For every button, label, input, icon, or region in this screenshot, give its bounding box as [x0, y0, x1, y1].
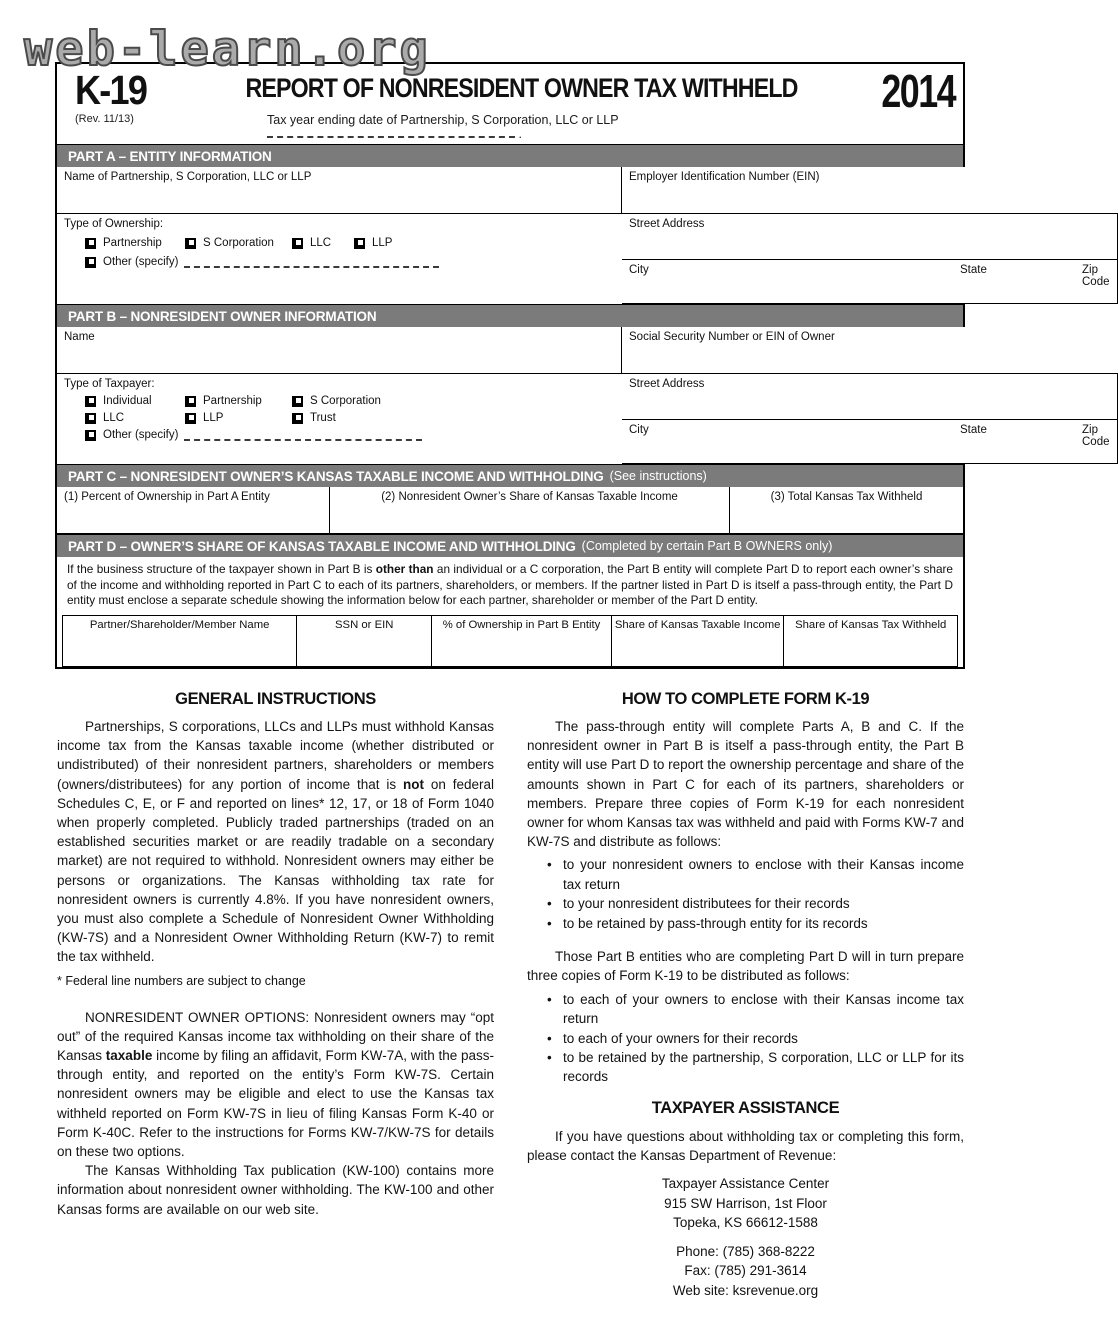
form-k19: [55, 62, 1110, 669]
form-revision: (Rev. 11/13): [75, 113, 134, 125]
form-year-block: [851, 64, 963, 144]
checkbox-other-ownership[interactable]: [85, 256, 178, 268]
entity-ein-field[interactable]: [622, 167, 1118, 214]
phone-line: Phone: (785) 368-8222: [676, 1243, 815, 1259]
checkbox-label: LLC: [103, 412, 125, 424]
checkbox-partnership-b[interactable]: [185, 395, 292, 407]
owner-share-income-field[interactable]: [330, 487, 730, 534]
checkbox-icon[interactable]: [292, 413, 303, 424]
instructions-section: [57, 690, 965, 1300]
checkbox-label: LLP: [372, 237, 393, 249]
address-line: Taxpayer Assistance Center: [661, 1176, 830, 1192]
partd-col-percent[interactable]: % of Ownership in Part B Entity: [432, 616, 612, 666]
tax-year-period: .: [518, 127, 522, 142]
ownership-type-cell: [57, 214, 622, 304]
entity-ein-label: Employer Identification Number (EIN): [629, 171, 820, 183]
part-d-title: PART D – OWNER’S SHARE OF KANSAS TAXABLE INCOME AND WITHHOLDING: [68, 538, 576, 554]
part-c-note: (See instructions): [609, 469, 707, 483]
assistance-contact-block: [527, 1242, 964, 1301]
assistance-address-block: [527, 1174, 964, 1233]
entity-name-field[interactable]: [57, 167, 622, 214]
part-b-header-bar: [57, 304, 963, 327]
checkbox-s-corporation-b[interactable]: [292, 395, 381, 407]
form-number: K-19: [75, 67, 147, 113]
distribution-list-1: [527, 855, 964, 933]
partd-col-ssn[interactable]: SSN or EIN: [297, 616, 432, 666]
form-title: REPORT OF NONRESIDENT OWNER TAX WITHHELD: [245, 73, 798, 103]
taxpayer-assistance-title: TAXPAYER ASSISTANCE: [651, 1098, 840, 1117]
gi-p2-bold: taxable: [105, 1048, 153, 1064]
owner-name-field[interactable]: [57, 327, 622, 374]
gi-p2-text: income by filing an affidavit, Form KW-7A, with the pass-through entity, and reported on the entity’s Form KW-7S. Certain nonresident owners may be eligible and elect to use the Kansas tax withheld reported on Form KW-7S in lieu of filing Kansas Form K-40 or Form K-40C. Refer to the instructions for Forms KW-7/KW-7S for details on these two options.: [57, 1048, 495, 1160]
checkbox-s-corporation[interactable]: [185, 237, 292, 249]
checkbox-label: Individual: [103, 395, 152, 407]
checkbox-label: Other (specify): [103, 429, 179, 441]
owner-street-field[interactable]: [622, 374, 1118, 420]
part-c-title: PART C – NONRESIDENT OWNER’S KANSAS TAXABLE INCOME AND WITHHOLDING: [68, 468, 604, 484]
owner-share-income-label: (2) Nonresident Owner’s Share of Kansas Taxable Income: [381, 491, 678, 503]
watermark: web-learn.org: [24, 22, 431, 77]
checkbox-partnership[interactable]: [85, 237, 185, 249]
ownership-options-row: [64, 237, 615, 249]
checkbox-label: Trust: [310, 412, 336, 424]
checkbox-icon[interactable]: [185, 396, 196, 407]
checkbox-label: Partnership: [103, 237, 162, 249]
htc-paragraph-1: The pass-through entity will complete Parts A, B and C. If the nonresident owner in Part B is itself a pass-through entity, the Part B entity will use Part D to report the ownership percentage and share of the amounts shown in Part C for each of its partners, shareholders or members. Prepare three copies of Form K-19 for each nonresident owner for whom Kansas tax was withheld and paid with Forms KW-7 and KW-7S and distribute as follows:: [527, 719, 964, 850]
part-b-title: PART B – NONRESIDENT OWNER INFORMATION: [68, 308, 377, 324]
checkbox-icon[interactable]: [292, 238, 303, 249]
checkbox-llp[interactable]: [354, 237, 392, 249]
checkbox-icon[interactable]: [85, 257, 96, 268]
taxpayer-options-row-2: [64, 412, 615, 424]
checkbox-label: S Corporation: [203, 237, 274, 249]
website-line: Web site: ksrevenue.org: [672, 1282, 819, 1298]
percent-ownership-field[interactable]: [57, 487, 330, 534]
part-b-grid: [57, 327, 1110, 464]
address-line: Topeka, KS 66612-1588: [673, 1215, 818, 1231]
part-d-table: [62, 615, 958, 667]
total-tax-withheld-field[interactable]: [730, 487, 963, 534]
part-d-intro-text: an individual or a C corporation, the Part B entity will complete Part D to report each owner’s share of the income and withholding reported in Part C to each of its partners, shareholders, or members. If the partner listed in Part D is itself a pass-through entity, the Part D entity must enclose a separate schedule showing the information below for each partner, shareholder or member of the Part D entity.: [67, 562, 953, 607]
tax-year-input[interactable]: [267, 127, 515, 138]
taxpayer-type-label: Type of Taxpayer:: [64, 378, 155, 390]
part-d-intro-bold: other than: [375, 562, 434, 576]
checkbox-icon[interactable]: [85, 413, 96, 424]
fax-line: Fax: (785) 291-3614: [684, 1263, 807, 1279]
partd-col-share-withheld[interactable]: Share of Kansas Tax Withheld: [795, 618, 947, 631]
gi-paragraph-2: [57, 1008, 494, 1162]
checkbox-label: S Corporation: [310, 395, 381, 407]
part-c-grid: [57, 487, 963, 534]
gi-paragraph-3: The Kansas Withholding Tax publication (KW-100) contains more information about nonresident owner withholding. The KW-100 and other Kansas forms are available on our web site.: [57, 1163, 494, 1217]
checkbox-icon[interactable]: [185, 413, 196, 424]
gi-paragraph-1: [57, 717, 494, 967]
checkbox-icon[interactable]: [85, 430, 96, 441]
ownership-other-input[interactable]: [184, 257, 439, 268]
owner-ssn-label: Social Security Number or EIN of Owner: [629, 331, 835, 343]
list-item: • to your nonresident distributees for their records: [527, 894, 964, 913]
entity-zip-field[interactable]: Zip Code: [1082, 264, 1110, 288]
owner-name-label: Name: [64, 331, 95, 343]
federal-line-footnote: * Federal line numbers are subject to change: [57, 973, 306, 988]
form-year: 2014: [881, 65, 955, 117]
partd-col-member-name[interactable]: Partner/Shareholder/Member Name: [63, 616, 297, 666]
checkbox-icon[interactable]: [354, 238, 365, 249]
address-line: 915 SW Harrison, 1st Floor: [664, 1195, 827, 1211]
part-a-grid: [57, 167, 1110, 304]
partd-col-share-income[interactable]: Share of Kansas Taxable Income: [612, 616, 785, 666]
general-instructions-column: [57, 690, 494, 1300]
list-item: • to be retained by the partnership, S corporation, LLC or LLP for its records: [527, 1048, 964, 1086]
entity-street-field[interactable]: [622, 214, 1118, 260]
checkbox-icon[interactable]: [185, 238, 196, 249]
entity-street-label: Street Address: [629, 218, 705, 230]
checkbox-trust[interactable]: [292, 412, 336, 424]
checkbox-individual[interactable]: [85, 395, 185, 407]
list-item: • to each of your owners to enclose with their Kansas income tax return: [527, 990, 964, 1028]
checkbox-icon[interactable]: [85, 238, 96, 249]
list-item: • to be retained by pass-through entity for its records: [527, 914, 964, 933]
how-to-complete-column: [527, 690, 964, 1300]
checkbox-label: Partnership: [203, 395, 262, 407]
checkbox-label: Other (specify): [103, 256, 179, 268]
part-c-header-bar: [57, 464, 963, 487]
checkbox-llp-b[interactable]: [185, 412, 292, 424]
general-instructions-title: GENERAL INSTRUCTIONS: [175, 690, 376, 708]
taxpayer-type-cell: [57, 374, 622, 464]
taxpayer-assistance-paragraph: If you have questions about withholding tax or completing this form, please contact the Kansas Department of Revenue:: [527, 1128, 964, 1163]
owner-state-field[interactable]: State: [960, 424, 987, 436]
percent-ownership-label: (1) Percent of Ownership in Part A Entity: [64, 491, 270, 503]
tax-year-label: Tax year ending date of Partnership, S Corporation, LLC or LLP: [267, 113, 619, 128]
taxpayer-other-row: [64, 429, 615, 441]
gi-p2-text: NONRESIDENT OWNER OPTIONS: Nonresident owners may “opt out” of the required Kansas income tax withholding on their share of the Kansas: [57, 1009, 494, 1064]
owner-city-field[interactable]: City: [629, 424, 649, 436]
part-d-intro-text: If the business structure of the taxpayer shown in Part B is: [67, 562, 376, 576]
ownership-type-label: Type of Ownership:: [64, 218, 164, 230]
owner-street-label: Street Address: [629, 378, 705, 390]
distribution-list-2: [527, 990, 964, 1087]
part-d-note: (Completed by certain Part B OWNERS only): [581, 539, 833, 553]
tax-year-line: [192, 113, 851, 141]
part-d-header-bar: [57, 534, 963, 557]
entity-name-label: Name of Partnership, S Corporation, LLC or LLP: [64, 171, 312, 183]
owner-zip-field[interactable]: Zip Code: [1082, 424, 1110, 448]
htc-paragraph-2: Those Part B entities who are completing Part D will in turn prepare three copies of Form K-19 to be distributed as follows:: [527, 949, 964, 984]
owner-city-state-zip-row: [622, 420, 1118, 464]
checkbox-icon[interactable]: [292, 396, 303, 407]
part-a-header-bar: [57, 144, 963, 167]
checkbox-llc[interactable]: [292, 237, 354, 249]
gi-p1-text: Partnerships, S corporations, LLCs and LLPs must withhold Kansas income tax from the Kansas taxable income (whether distributed or undistributed) of their nonresident partners, shareholders or members (owners/distributees) for any portion of income that is: [57, 719, 494, 792]
entity-city-state-zip-row: [622, 260, 1118, 304]
checkbox-label: LLP: [203, 412, 224, 424]
gi-p1-text: on federal Schedules C, E, or F and reported on lines* 12, 17, or 18 of Form 1040 when properly completed. Publicly traded partnerships (traded on an established securities market or are readily tradable on a secondary market) are not required to withhold. Nonresident owners may either be persons or organizations. The Kansas withholding tax rate for nonresident owners is currently 4.8%. If you have nonresident owners, you must also complete a Schedule of Nonresident Owner Withholding (KW-7S) and a Nonresident Owner Withholding Return (KW-7) to remit the tax withheld.: [57, 776, 494, 965]
gi-p1-bold: not: [402, 776, 424, 792]
taxpayer-other-input[interactable]: [184, 430, 422, 441]
checkbox-label: LLC: [310, 237, 332, 249]
entity-state-field[interactable]: State: [960, 264, 987, 276]
checkbox-llc-b[interactable]: [85, 412, 185, 424]
ownership-other-row: [64, 256, 615, 268]
taxpayer-options-row-1: [64, 395, 615, 407]
how-to-complete-title: HOW TO COMPLETE FORM K-19: [621, 690, 870, 708]
total-tax-withheld-label: (3) Total Kansas Tax Withheld: [770, 491, 923, 503]
owner-ssn-field[interactable]: [622, 327, 1118, 374]
part-a-title: PART A – ENTITY INFORMATION: [68, 148, 272, 164]
checkbox-icon[interactable]: [85, 396, 96, 407]
entity-city-field[interactable]: City: [629, 264, 649, 276]
checkbox-other-taxpayer[interactable]: [85, 429, 178, 441]
part-d-intro: [57, 557, 963, 613]
list-item: • to your nonresident owners to enclose with their Kansas income tax return: [527, 855, 964, 893]
list-item: • to each of your owners for their records: [527, 1029, 964, 1048]
